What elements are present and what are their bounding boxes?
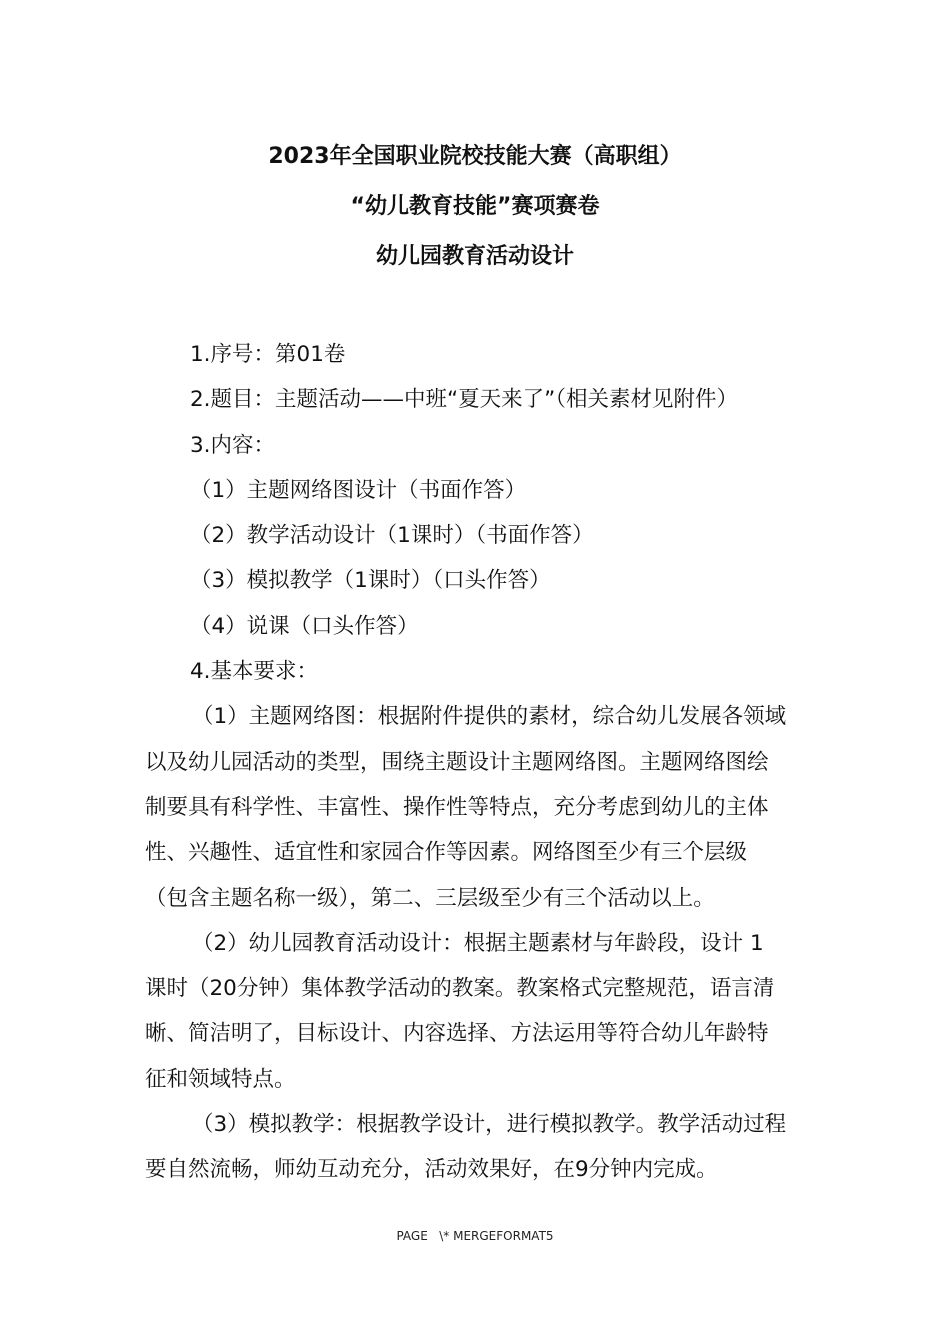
- item-requirements-label: 4.基本要求：: [190, 659, 319, 685]
- requirement-2-line-3: 晰、简洁明了，目标设计、内容选择、方法运用等符合幼儿年龄特: [145, 1021, 769, 1047]
- requirement-2-line-1: （2）幼儿园教育活动设计：根据主题素材与年龄段，设计 1: [192, 930, 764, 956]
- title-event: “幼儿教育技能”赛项赛卷: [350, 194, 600, 219]
- content-item-3: （3）模拟教学（1课时）（口头作答）: [190, 568, 551, 594]
- requirement-3-line-2: 要自然流畅，师幼互动充分，活动效果好，在9分钟内完成。: [145, 1157, 718, 1183]
- requirement-2-line-4: 征和领域特点。: [145, 1066, 296, 1092]
- content-item-1: （1）主题网络图设计（书面作答）: [190, 477, 527, 503]
- title-competition: 2023年全国职业院校技能大赛（高职组）: [268, 144, 682, 169]
- content-item-4: （4）说课（口头作答）: [190, 613, 419, 639]
- item-content-label: 3.内容：: [190, 432, 276, 458]
- item-topic: 2.题目：主题活动——中班“夏天来了”（相关素材见附件）: [190, 387, 739, 413]
- requirement-2-line-2: 课时（20分钟）集体教学活动的教案。教案格式完整规范，语言清: [145, 976, 775, 1002]
- document-body: [145, 332, 810, 1193]
- requirement-1-line-5: （包含主题名称一级），第二、三层级至少有三个活动以上。: [145, 885, 715, 911]
- item-serial: 1.序号：第01卷: [190, 342, 346, 367]
- title-block: [0, 132, 950, 282]
- content-item-2: （2）教学活动设计（1课时）（书面作答）: [190, 523, 594, 549]
- requirement-1-line-4: 性、兴趣性、适宜性和家园合作等因素。网络图至少有三个层级: [145, 840, 748, 866]
- requirement-1-line-1: （1）主题网络图：根据附件提供的素材，综合幼儿发展各领域: [192, 704, 787, 730]
- page-footer-field: PAGE \* MERGEFORMAT5: [396, 1229, 554, 1243]
- title-subject: 幼儿园教育活动设计: [375, 244, 574, 269]
- requirement-3-line-1: （3）模拟教学：根据教学设计，进行模拟教学。教学活动过程: [192, 1112, 787, 1138]
- requirement-1-line-3: 制要具有科学性、丰富性、操作性等特点，充分考虑到幼儿的主体: [145, 794, 769, 820]
- requirement-1-line-2: 以及幼儿园活动的类型，围绕主题设计主题网络图。主题网络图绘: [145, 749, 769, 775]
